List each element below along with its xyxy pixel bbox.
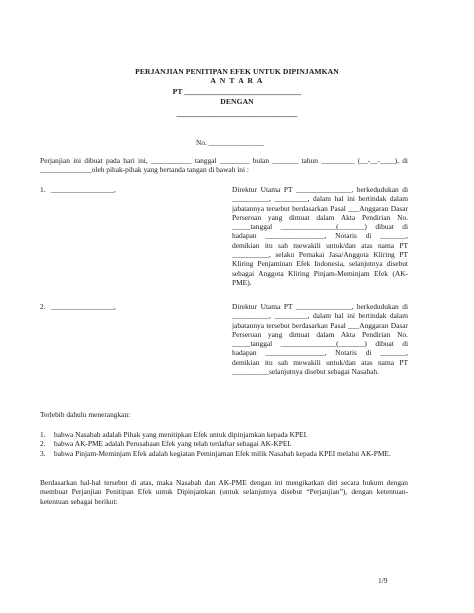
preamble: Terlebih dahulu menerangkan: [40,410,131,419]
party-1-name [40,185,116,194]
antara-heading: A N T A R A [210,76,264,85]
recital-text: bahwa AK-PME adalah Perusahaan Efek yang telah terdaftar sebagai AK-KPEI. [54,439,292,449]
recital-item [40,449,408,458]
party-1-number: 1. [40,185,46,194]
party-1-name-blank: _________________, [51,185,116,194]
recital-list [40,430,408,458]
recital-text: bahwa Nasabah adalah Pihak yang menitipkan Efek untuk dipinjamkan kepada KPEI. [54,430,308,439]
recital-text: bahwa Pinjam-Meminjam Efek adalah kegiatan Peminjaman Efek milik Nasabah kepada KPEI melalui AK-PME. [54,448,391,458]
closing-paragraph: Berdasarkan hal-hal tersebut di atas, maka Nasabah dan AK-PME dengan ini mengikatkan diri secara hukum dengan membuat Perjanjian Penitipan Efek untuk Dipinjamkan (untuk selanjutnya disebut “Perjanjian”), dengan ketentuan-ketentuan sebagai berikut: [40,478,408,506]
page-number: 1/9 [378,576,388,585]
party-1-description: Direktur Utama PT _______________, berkedudukan di __________, _________, dalam hal ini bertindak dalam jabatannya tersebut berdasarkan Pasal ___Anggaran Dasar Perseroan yang dimuat dalam Akta Pendirian No. _____tanggal _______________(_______) dibuat di hadapan ________________, Notaris di _______, demikian itu sah mewakili untuk/dan atas nama PT __________, selaku Pemakai Jasa/Anggota Kliring PT Kliring Penjaminan Efek Indonesia, selanjutnya disebut sebagai Anggota Kliring Pinjam-Meminjam Efek (AK-PME). [232,185,408,287]
pt-line: PT ______________________________ [172,87,302,96]
recital-number: 3. [40,448,46,458]
recital-item [40,439,408,448]
party-2-description: Direktur Utama PT _______________, berkedudukan di __________, _________, dalam hal ini bertindak dalam jabatannya tersebut berdasarkan Pasal ___Anggaran Dasar Perseroan yang dimuat dalam Akta Pendirian No. _____tanggal _______________(_______) dibuat di hadapan ________________, Notaris di _______, demikian itu sah mewakili untuk/dan atas nama PT __________selanjutnya disebut sebagai Nasabah. [232,302,408,377]
agreement-number: No. _______________ [196,138,265,147]
party-2-name [40,302,116,311]
blank-party-line: _______________________________ [176,109,298,118]
intro-paragraph: Perjanjian ini dibuat pada hari ini, ___________ tanggal ________ bulan _______ tahun _________ (__-__-____), di ______________oleh pihak-pihak yang bertanda tangan di bawah ini : [40,156,408,175]
party-2-name-blank: _________________, [51,302,116,311]
recital-number: 1. [40,430,46,439]
recital-item [40,430,408,439]
recital-number: 2. [40,439,46,449]
party-2-number: 2. [40,302,46,311]
dengan-heading: DENGAN [220,97,254,106]
document-title: PERJANJIAN PENITIPAN EFEK UNTUK DIPINJAMKAN [135,67,339,76]
